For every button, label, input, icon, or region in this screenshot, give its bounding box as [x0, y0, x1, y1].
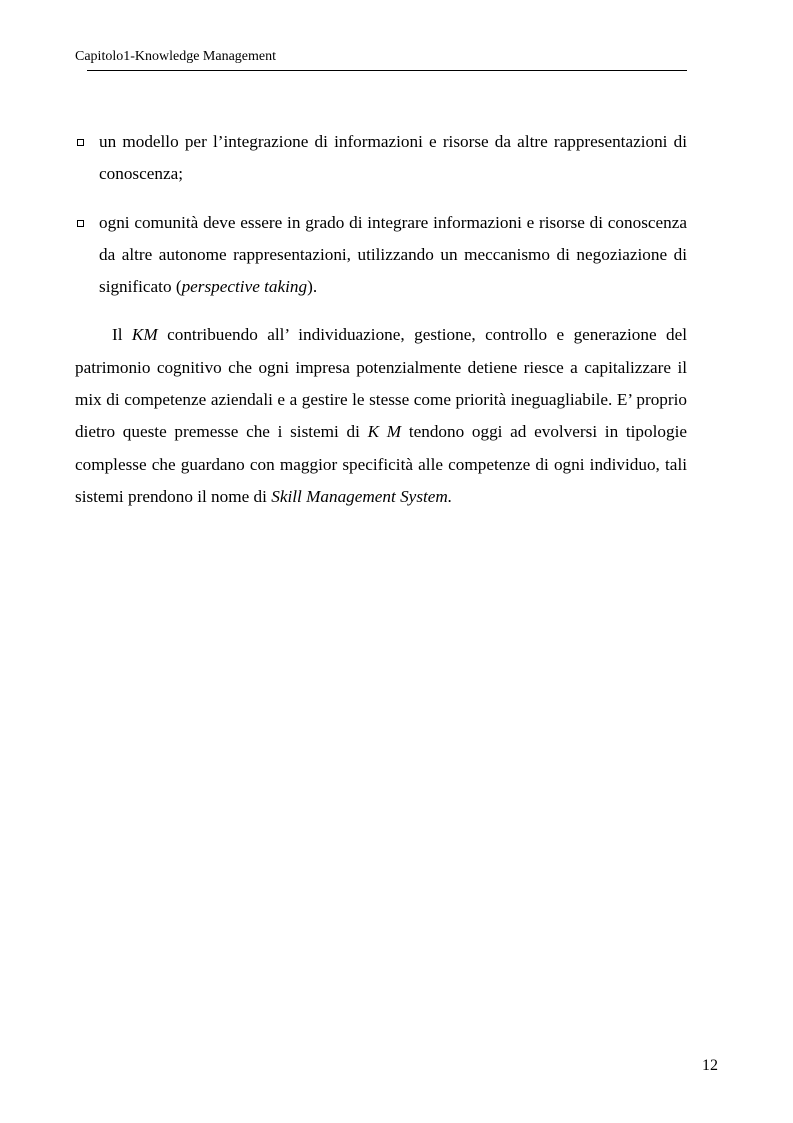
square-bullet-icon — [77, 139, 84, 146]
paragraph-text: tendono oggi ad evolversi in tipologie complesse che guardano con maggior specificità alle competenze di ogni individuo, tali sistemi prendono il nome di — [75, 422, 687, 506]
header-rule — [87, 70, 687, 71]
page-number: 12 — [702, 1057, 718, 1074]
km-term: KM — [131, 325, 158, 345]
list-item — [75, 126, 687, 191]
list-item-text — [99, 207, 687, 304]
list-item-emphasis: perspective taking — [181, 277, 308, 297]
page-body — [75, 126, 687, 513]
list-item — [75, 207, 687, 304]
list-item-text-start: ogni comunità deve essere in grado di integrare informazioni e risorse di conoscenza da altre autonome rappresentazioni, utilizzando un meccanismo di negoziazione di significato ( — [99, 212, 687, 297]
running-header: Capitolo1-Knowledge Management — [75, 49, 277, 64]
bullet-list — [75, 126, 687, 303]
km-term: K M — [367, 422, 402, 442]
list-item-text-end: ). — [307, 277, 318, 297]
paragraph-text: contribuendo all’ individuazione, gestione, controllo e generazione del patrimonio cognitivo che ogni impresa potenzialmente detiene riesce a capitalizzare il mix di competenze aziendali e a gestire le stesse come priorità ineguagliabile. E’ proprio dietro queste premesse che i sistemi di — [75, 325, 688, 442]
skill-management-term: Skill Management System. — [271, 486, 453, 506]
paragraph-text: Il — [112, 325, 132, 345]
body-paragraph — [75, 319, 687, 513]
square-bullet-icon — [77, 220, 84, 227]
list-item-text: un modello per l’integrazione di informazioni e risorse da altre rappresentazioni di conoscenza; — [99, 132, 687, 184]
